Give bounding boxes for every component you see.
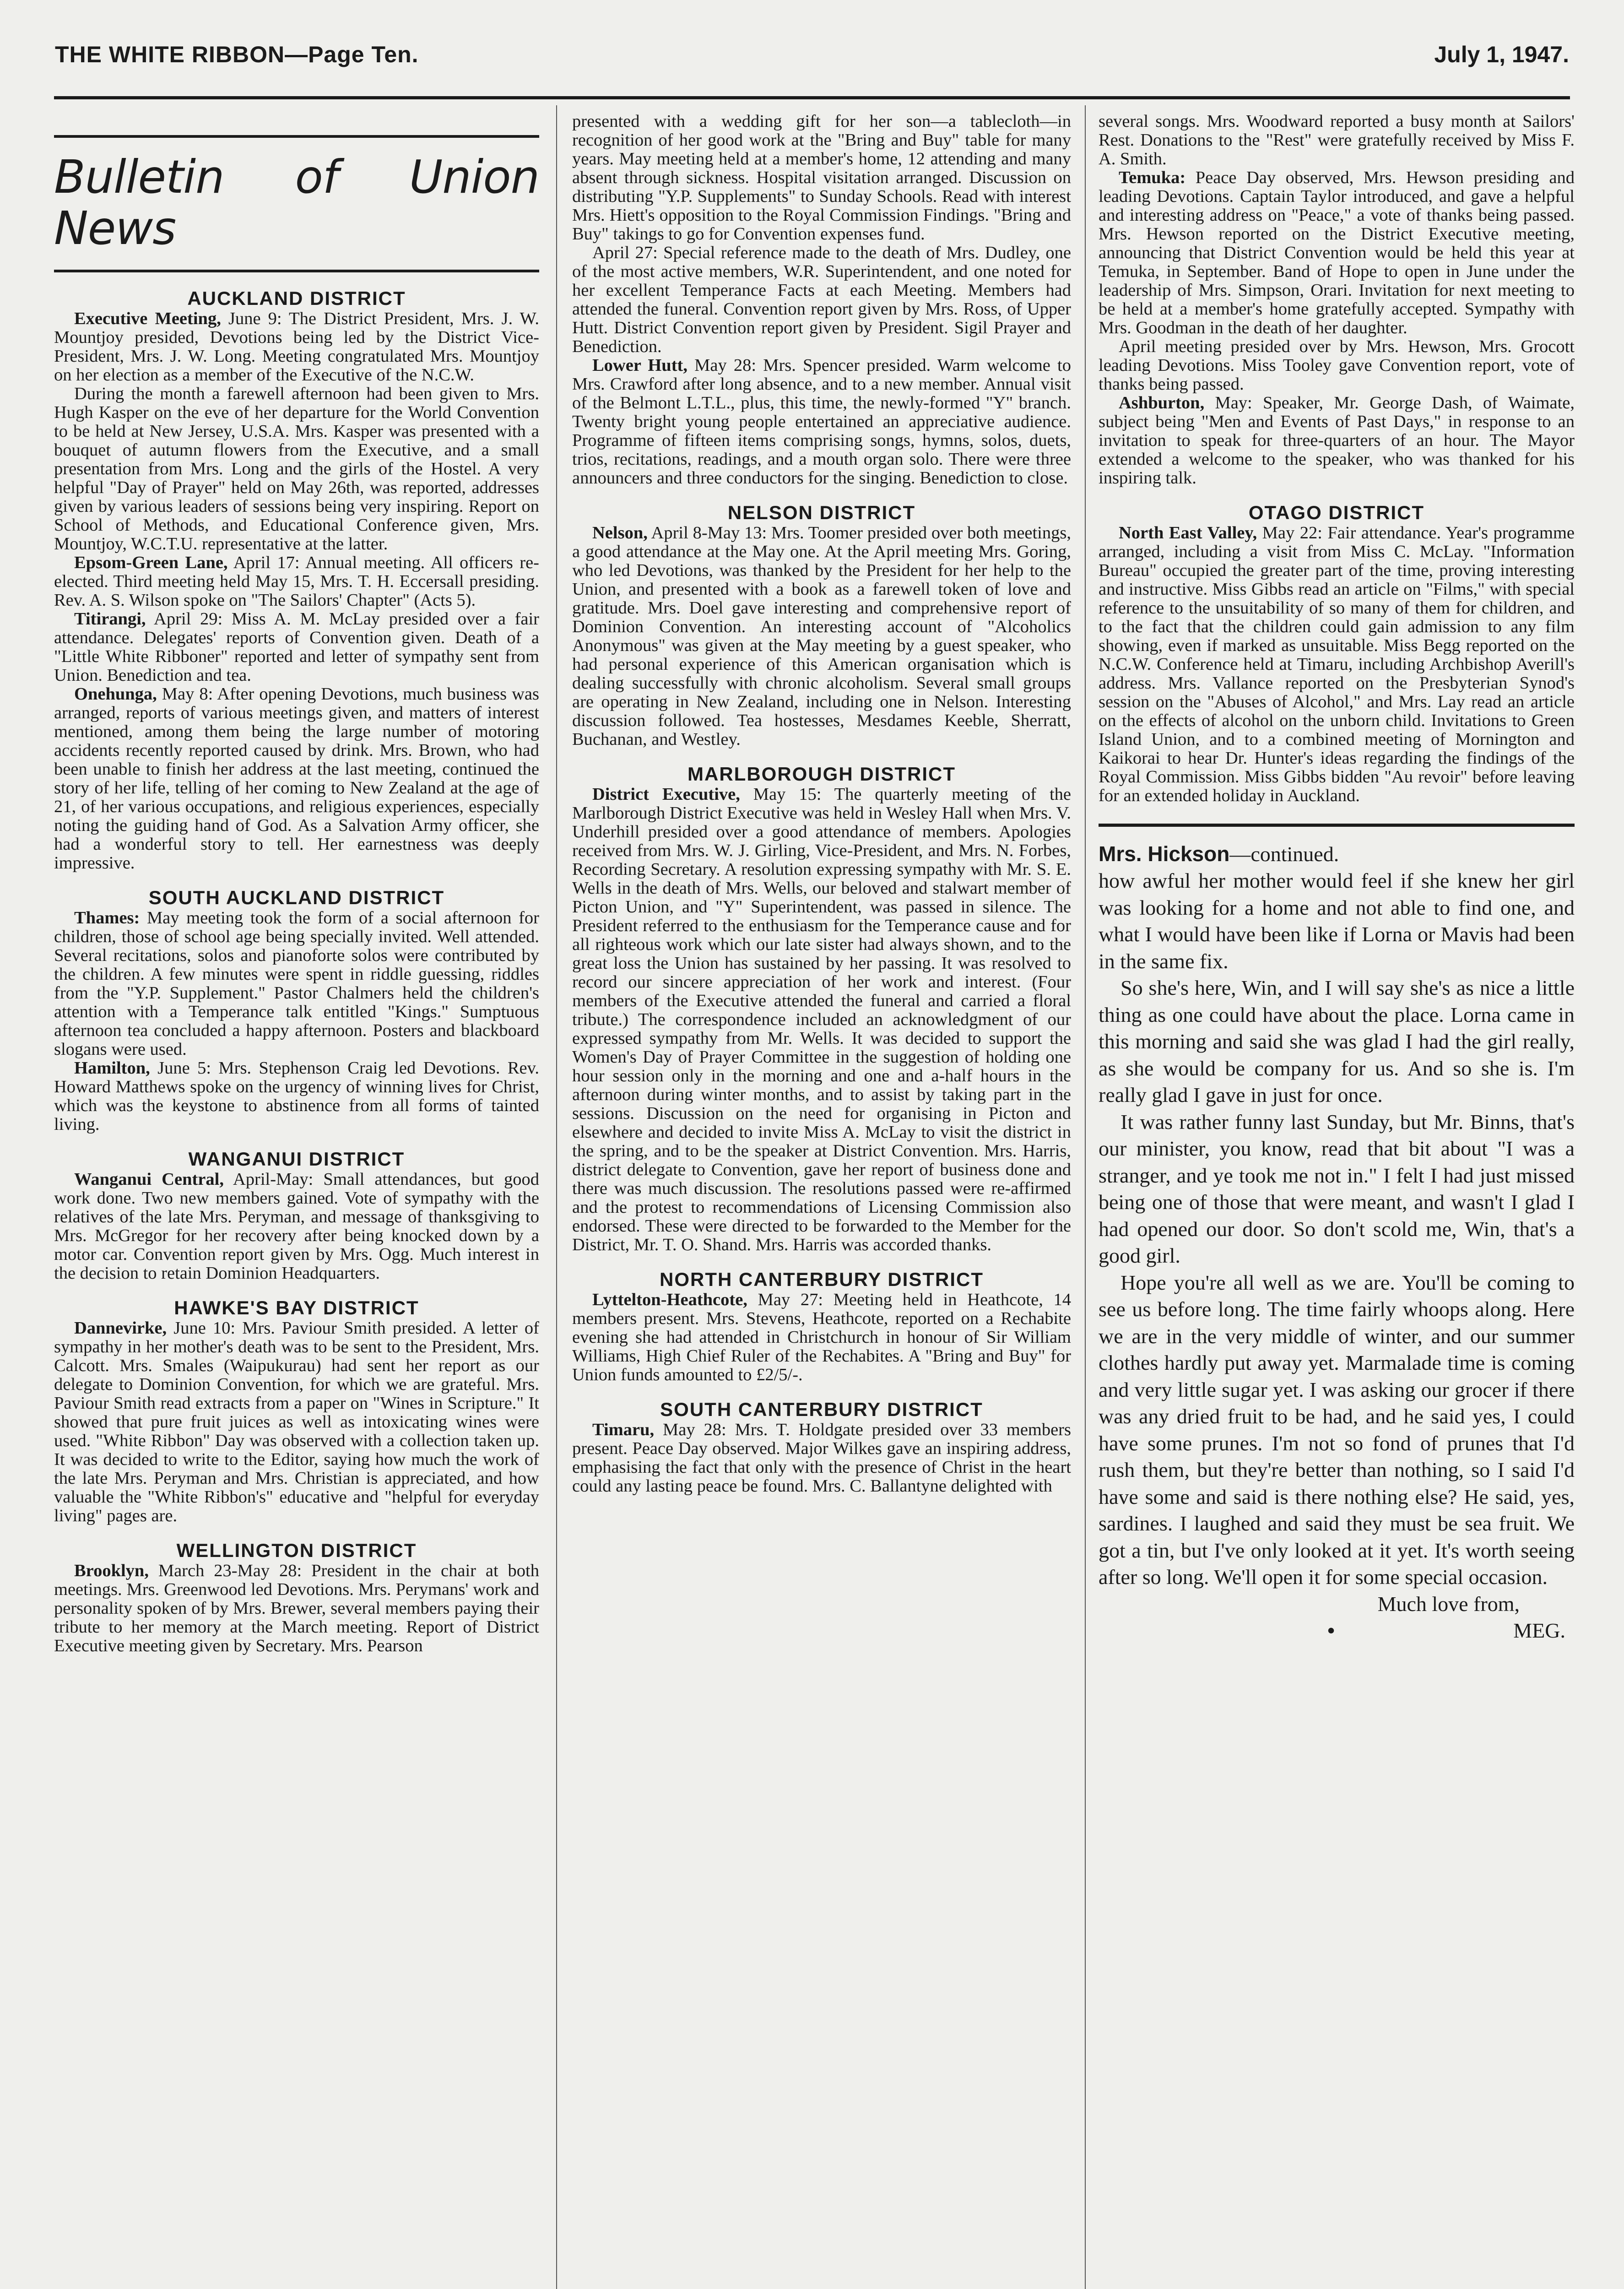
column-1-body [54,289,539,1655]
column-2-body [572,112,1071,1496]
report-text: April 29: Miss A. M. McLay presided over a fair attendance. Delegates' reports of Convention given. Death of a "Little White Ribboner" reported and letter of sympathy sent from Union. Benediction and tea. [54,609,539,685]
story-paragraph: It was rather funny last Sunday, but Mr. Binns, that's our minister, you know, read that bit about "I was a stranger, and ye took me not in." I felt I had just missed being one of those that were meant, and wasn't I glad I had opened our door. So don't scold me, Win, that's a good girl. [1099,1110,1575,1267]
union-name: Lower Hutt, [592,356,687,375]
report-paragraph [54,1170,539,1283]
report-paragraph [54,1562,539,1655]
report-paragraph [1099,168,1575,337]
union-name: Titirangi, [74,609,146,629]
union-name: Hamilton, [74,1058,150,1078]
column-3-body [1099,112,1575,805]
report-text: April 8-May 13: Mrs. Toomer presided over both meetings, a good attendance at the May one. At the April meeting Mrs. Goring, who led Devotions, was thanked by the President for her help to the Union, and presented with a book as a farewell token of love and gratitude. Mrs. Doel gave interesting and comprehensive report of Dominion Convention. An interesting account of "Alcoholics Anonymous" was given at the May meeting by a guest speaker, who had personal experience of this American organisation which is dealing successfully with chronic alcoholism. Several small groups are operating in New Zealand, including one in Nelson. Interesting discussion followed. Tea hostesses, Mesdames Keeble, Sherratt, Buchanan, and Westley. [572,523,1071,749]
union-name: District Executive, [592,785,740,804]
union-name: Brooklyn, [74,1561,149,1580]
story-continued [1099,841,1575,1644]
report-text: several songs. Mrs. Woodward reported a busy month at Sailors' Rest. Donations to the "Rest" were gratefully received by Miss F. A. Smith. [1099,112,1575,168]
union-name: Executive Meeting, [74,309,221,328]
report-text: May 28: Mrs. T. Holdgate presided over 33 members present. Peace Day observed. Major Wilkes gave an inspiring address, emphasising the fact that only with the presence of Christ in the heart could any lasting peace be found. Mrs. C. Ballantyne delighted with [572,1420,1071,1496]
district-heading: MARLBOROUGH DISTRICT [687,763,956,785]
union-name: Lyttelton-Heathcote, [592,1290,747,1309]
union-name: North East Valley, [1119,523,1257,542]
report-text: June 5: Mrs. Stephenson Craig led Devotions. Rev. Howard Matthews spoke on the urgency of winning lives for Christ, which was the keystone to abstinence from all forms of tainted living. [54,1058,539,1134]
column-3 [1099,112,1575,1644]
masthead-title: Bulletin of Union News [54,150,539,255]
district-heading: WELLINGTON DISTRICT [176,1540,417,1561]
report-paragraph [572,244,1071,356]
story-signature: MEG. [1513,1618,1565,1642]
section-rule [1099,824,1575,827]
report-text: May 28: Mrs. Spencer presided. Warm welcome to Mrs. Crawford after long absence, and to a new member. Annual visit of the Belmont L.T.L., plus, this time, the newly-formed "Y" branch. Twenty bright young people entertained an appreciative audience. Programme of fifteen items comprising songs, hymns, solos, duets, trios, recitations, readings, and a mouth organ solo. There were three announcers and three conductors for the singing. Benediction to close. [572,356,1071,488]
column-divider [1085,105,1086,2289]
story-paragraph: Hope you're all well as we are. You'll be coming to see us before long. The time fairly whoops along. Here we are in the very middle of winter, and our summer clothes hardly put away yet. Marmalade time is coming and very little sugar yet. I was asking our grocer if there was any dried fruit to be had, and he said yes, I could have some prunes. I'm not so fond of prunes that I'd rush them, but they're better than nothing, so I said I'd have some and said is there nothing else? He said, yes, sardines. I laughed and said they must be sea fruit. We got a tin, but I've only looked at it yet. It's worth seeing after so long. We'll open it for some special occasion. [1099,1270,1575,1589]
column-2 [572,112,1071,1496]
report-paragraph [1099,524,1575,805]
report-text: April meeting presided over by Mrs. Hewson, Mrs. Grocott leading Devotions. Miss Tooley gave Convention report, vote of thanks being passed. [1099,337,1575,394]
union-name: Timaru, [592,1420,655,1439]
district-heading: OTAGO DISTRICT [1248,502,1425,523]
report-paragraph [54,553,539,610]
header-rule [54,96,1570,99]
union-name: Temuka: [1119,168,1186,187]
union-name: Epsom-Green Lane, [74,553,228,572]
report-paragraph [572,1421,1071,1496]
report-text: April-May: Small attendances, but good work done. Two new members gained. Vote of sympathy with the relatives of the late Mrs. Peryman, and message of thanksgiving to Mrs. McGregor for her recovery after being knocked down by a motor car. Convention report given by Mrs. Ogg. Much interest in the decision to retain Dominion Headquarters. [54,1170,540,1283]
report-paragraph [572,524,1071,749]
report-paragraph [54,1059,539,1134]
report-paragraph [572,112,1071,244]
report-text: May meeting took the form of a social afternoon for children, those of school age being specially invited. Well attended. Several recitations, solos and pianoforte solos were contributed by the children. A few minutes were spent in riddle guessing, riddles from the "Y.P. Supplement." Pastor Chalmers held the children's attention with a Temperance talk entitled "Kings." Sumptuous afternoon tea concluded a happy afternoon. Posters and blackboard slogans were used. [54,908,539,1059]
report-paragraph [54,309,539,385]
report-paragraph [54,610,539,685]
story-paragraph: So she's here, Win, and I will say she's as nice a little thing as one could have about the place. Lorna came in this morning and said she was glad I had the girl really, as she would be company for us. And so she is. I'm really glad I gave in just for once. [1099,976,1575,1107]
running-head: THE WHITE RIBBON—Page Ten. [55,42,419,67]
report-text: May 27: Meeting held in Heathcote, 14 members present. Mrs. Stevens, Heathcote, reported on a Rechabite evening she had attended in Christchurch in honour of Sir William Williams, High Chief Ruler of the Rechabites. A "Bring and Buy" for Union funds amounted to £2/5/-. [572,1290,1071,1384]
district-heading: WANGANUI DISTRICT [188,1148,405,1170]
report-text: May 15: The quarterly meeting of the Marlborough District Executive was held in Wesley Hall when Mrs. V. Underhill presided over a good attendance of members. Apologies received from Mrs. W. J. Girling, Vice-President, and Mrs. N. Forbes, Recording Secretary. A resolution expressing sympathy with Mr. S. E. Wells in the death of Mrs. Wells, our beloved and stalwart member of Picton Union, and "Y" Superintendent, was passed in silence. The President referred to the enthusiasm for the Temperance cause and for all righteous work which our late sister had always shown, and to the great loss the Union has sustained by her passing. It was resolved to record our sincere appreciation of her work and interest. (Four members of the Executive attended the funeral and carried a floral tribute.) The correspondence included an acknowledgment of our expressed sympathy from Mr. Wells. It was decided to support the Women's Day of Prayer Committee in the suggestion of holding one hour session only in the morning and one and a-half hours in the afternoon during winter months, and to assist by taking part in the sessions. Discussion on the need for organising in Picton and elsewhere and decided to invite Miss A. McLay to visit the district in the spring, and to be the speaker at District Convention. Mrs. Harris, district delegate to Convention, gave her report of business done and there was much discussion. The resolutions passed were re-affirmed and the protest to recommendations of Licensing Commission also endorsed. These were directed to be forwarded to the Member for the District, Mr. T. O. Shand. Mrs. Harris was accorded thanks. [572,785,1071,1254]
report-paragraph [1099,337,1575,394]
union-name: Thames: [74,908,140,928]
masthead [54,135,539,272]
report-paragraph [572,356,1071,488]
district-heading: NELSON DISTRICT [727,502,916,523]
report-paragraph [54,1319,539,1525]
page-header [55,32,1569,73]
report-text: May: Speaker, Mr. George Dash, of Waimate, subject being "Men and Events of Past Days," in response to an invitation to speak for three-quarters of an hour. The Mayor extended a welcome to the speaker, who was thanked for his inspiring talk. [1099,393,1575,488]
union-name: Dannevirke, [74,1318,167,1338]
union-name: Nelson, [592,523,648,542]
story-heading-suffix: —continued. [1229,842,1339,866]
district-heading: SOUTH CANTERBURY DISTRICT [660,1399,983,1420]
district-heading: SOUTH AUCKLAND DISTRICT [148,887,445,908]
report-paragraph [1099,394,1575,488]
report-text: April 27: Special reference made to the death of Mrs. Dudley, one of the most active members, W.R. Superintendent, and one noted for her excellent Temperance Facts at each Meeting. Members had attended the funeral. Convention report given by Mrs. Ross, of Upper Hutt. District Convention report given by President. Sigil Prayer and Benediction. [572,243,1071,356]
report-paragraph [1099,112,1575,168]
report-paragraph [572,1291,1071,1384]
column-divider [556,105,557,2289]
report-text: June 9: The District President, Mrs. J. W. Mountjoy presided, Devotions being led by the District Vice-President, Mrs. J. W. Long. Meeting congratulated Mrs. Mountjoy on her election as a member of the Executive of the N.C.W. [54,309,539,385]
report-paragraph [572,785,1071,1254]
story-signature-line [1099,1617,1575,1644]
union-name: Ashburton, [1119,393,1205,412]
report-text: April 17: Annual meeting. All officers re-elected. Third meeting held May 15, Mrs. T. H. Eccersall presiding. Rev. A. S. Wilson spoke on "The Sailors' Chapter" (Acts 5). [54,553,539,610]
report-text: presented with a wedding gift for her son—a tablecloth—in recognition of her good work at the "Bring and Buy" table for many years. May meeting held at a member's home, 12 attending and many absent through sickness. Hospital visitation arranged. Discussion on distributing "Y.P. Supplements" to Sunday Schools. Read with interest Mrs. Hiett's opposition to the Royal Commission Findings. "Bring and Buy" takings to go for Convention expenses fund. [572,112,1071,244]
report-paragraph [54,385,539,553]
story-closing: Much love from, [1377,1592,1520,1616]
report-text: May 8: After opening Devotions, much business was arranged, reports of various meetings given, and matters of interest mentioned, among them being the large number of motoring accidents recently reported caused by drink. Mrs. Brown, who had been unable to finish her address at the last meeting, continued the story of her life, telling of her coming to New Zealand at the age of 21, of her various occupations, and religious experiences, especially noting the guiding hand of God. As a Salvation Army officer, she had a wonderful story to tell. Her earnestness was deeply impressive. [54,684,539,873]
district-heading: HAWKE'S BAY DISTRICT [174,1297,419,1318]
district-heading: AUCKLAND DISTRICT [187,287,406,309]
story-paragraph: how awful her mother would feel if she knew her girl was looking for a home and not able to find one, and what I would have been like if Lorna or Mavis had been in the same fix. [1099,869,1575,973]
report-paragraph [54,909,539,1059]
report-text: March 23-May 28: President in the chair at both meetings. Mrs. Greenwood led Devotions. Mrs. Perymans' work and personality spoken of by Mrs. Brewer, several members paying their tribute to her memory at the March meeting. Report of District Executive meeting given by Secretary. Mrs. Pearson [54,1561,539,1655]
story-heading-name: Mrs. Hickson [1099,842,1230,866]
issue-date: July 1, 1947. [1434,42,1569,67]
column-1 [54,112,539,1655]
bullet-mark: • [1327,1618,1335,1642]
report-text: May 22: Fair attendance. Year's programme arranged, including a visit from Miss C. McLay. "Information Bureau" occupied the greater part of the time, proving interesting and instructive. Miss Gibbs read an article on "Films," with special reference to the unsuitability of so many of them for children, and to the fact that the children could gain admission to any film showing, even if marked as unsuitable. Miss Begg reported on the N.C.W. Conference held at Timaru, including Archbishop Averill's address. Mrs. Vallance reported on the Presbyterian Synod's session on the "Abuses of Alcohol," and Mrs. Lay read an article on the effects of alcohol on the unborn child. Invitations to Green Island Union, and to a combined meeting of Mornington and Kaikorai to hear Dr. Hunter's ideas regarding the findings of the Royal Commission. Miss Gibbs bidden "Au revoir" before leaving for an extended holiday in Auckland. [1099,523,1575,805]
report-text: June 10: Mrs. Paviour Smith presided. A letter of sympathy in her mother's death was to be sent to the President, Mrs. Calcott. Mrs. Smales (Waipukurau) had sent her report as our delegate to Dominion Convention, for which we are grateful. Mrs. Paviour Smith read extracts from a paper on "Wines in Scripture." It showed that pure fruit juices as well as intoxicating wines were used. "White Ribbon" Day was observed with a collection taken up. It was decided to write to the Editor, saying how much the work of the late Mrs. Peryman and Mrs. Christian is appreciated, and how valuable the "White Ribbon's" educative and "helpful for everyday living" pages are. [54,1318,539,1525]
story-heading [1099,841,1575,868]
report-text: Peace Day observed, Mrs. Hewson presiding and leading Devotions. Captain Taylor introduced, and gave a helpful and interesting address on "Peace," a vote of thanks being passed. Mrs. Hewson reported on the District Executive meeting, announcing that District Convention would be held this year at Temuka, in September. Band of Hope to open in June under the leadership of Mrs. Simpson, Orari. Invitation for next meeting to be held at a member's home gratefully accepted. Sympathy with Mrs. Goodman in the death of her daughter. [1099,168,1575,337]
union-name: Wanganui Central, [74,1170,224,1189]
report-paragraph [54,685,539,873]
district-heading: NORTH CANTERBURY DISTRICT [660,1269,984,1290]
report-text: During the month a farewell afternoon had been given to Mrs. Hugh Kasper on the eve of her departure for the World Convention to be held at New Jersey, U.S.A. Mrs. Kasper was presented with a bouquet of autumn flowers from the Executive, and a small presentation from Mrs. Long and the girls of the Hostel. A very helpful "Day of Prayer" held on May 26th, was reported, addresses given by various leaders of sessions being very inspiring. Report on School of Methods, and Educational Conference given, Mrs. Mountjoy, W.C.T.U. representative at the latter. [54,384,539,553]
union-name: Onehunga, [74,684,157,704]
